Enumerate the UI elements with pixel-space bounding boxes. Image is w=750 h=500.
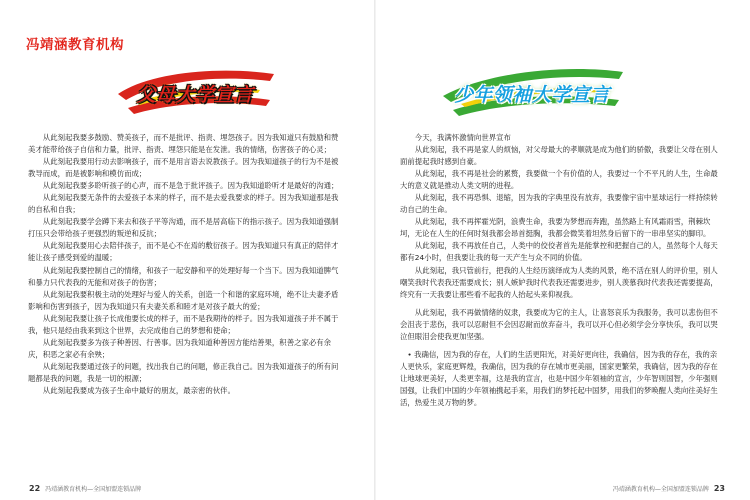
left-footer: [26, 484, 141, 493]
left-paragraph: 从此刻起我要多为孩子种善因、行善事。因为我知道种善因方能结善果，积善之家必有余庆，积恶之家必有余殃；: [28, 337, 332, 359]
right-paragraph: 从此刻起，我不再放任自己，人类中的佼佼者首先是能掌控和把握自己的人，虽然每个人每天都有24小时，但我要让我的每一天产生与众不同的价值。: [400, 241, 718, 263]
left-paragraph: 从此刻起我要无条件的去爱孩子本来的样子，而不是去爱我要求的样子。因为我知道那是我的自私和自我；: [28, 193, 339, 215]
left-paragraph: 从此刻起我要多聆听孩子的心声，而不是急于批评孩子。因为我知道聆听才是最好的沟通；: [42, 181, 339, 191]
left-paragraph: 从此刻起我要成为孩子生命中最好的朋友，最亲密的伙伴。: [42, 385, 235, 395]
right-paragraph: 从此刻起，我不再是家人的烦恼，对父母最大的孝顺就是成为他们的骄傲，我要让父母在别人面前提起我时感到自豪。: [400, 145, 718, 167]
right-banner: [437, 64, 627, 122]
left-page-number: 22: [29, 484, 41, 493]
right-banner-title: 少年领袖大学宣言: [453, 84, 610, 106]
right-paragraph: 从此刻起，我不再做情绪的奴隶，我要成为它的主人，让喜怒哀乐为我服务，我可以悲伤但不会沮丧于悲伤，我可以忍耐但不会因忍耐而放弃奋斗，我可以开心但必须学会分享快乐，我可以哭泣但眼泪会使我更加坚强。: [400, 307, 718, 341]
right-paragraph: 今天，我满怀激情向世界宣布: [414, 133, 511, 142]
right-paragraph: 从此刻起，我不再挥霍光阴，浪费生命，我要为梦想而奔跑，虽然路上有风霜雨雪，荆棘坎坷，无论在人生的任何时刻我都会昂首挺胸，我都会微笑着坦然身后留下的一串串坚实的脚印。: [400, 217, 711, 239]
left-footer-text: 冯靖涵教育机构—全国加盟连锁品牌: [45, 486, 142, 493]
right-paragraph-bullet: • 我确信，因为我的存在，人们的生活更阳光，对美好更向往，我确信，因为我的存在，我的亲人更快乐，家庭更辉煌，我确信，因为我的存在城市更美丽，国家更繁荣，我确信，因为我的存在让地球更美好，人类更幸福，这是我的宣言，也是中国少年领袖的宣言，少年智则国智，少年强则国强，让我们中国的少年领袖携起手来，用我们的梦托起中国梦，用我们的梦唤醒人类向往美好生活，热爱生灵万物的梦。: [400, 349, 718, 407]
right-paragraph: 从此刻起，我不再恐惧、退缩，因为我的字典里没有放弃，我要像宇宙中星球运行一样持续转动自己的生命。: [400, 193, 718, 215]
left-paragraph: 从此刻起我要通过孩子的问题，找出我自己的问题，修正我自己。因为我知道孩子的所有问题都是我的问题，我是一切的根源；: [28, 361, 339, 383]
left-paragraph: 从此刻起我要让孩子长成他要长成的样子，而不是我期待的样子。因为我知道孩子并不属于我，他只是经由我来到这个世界，去完成他自己的梦想和使命；: [28, 313, 339, 335]
right-footer-text: 冯靖涵教育机构—全国加盟连锁品牌: [612, 486, 709, 493]
left-text-column: [28, 132, 344, 397]
page-gutter: [374, 0, 376, 500]
right-page-number: 23: [713, 484, 725, 493]
right-footer: [613, 484, 728, 493]
left-banner-title: 父母大学宣言: [136, 84, 254, 106]
left-paragraph: 从此刻起我要用行动去影响孩子，而不是用言语去说教孩子。因为我知道孩子的行为不是被教导而成，而是被影响和模仿而成；: [28, 157, 339, 179]
left-paragraph: 从此刻起我要用心去陪伴孩子，而不是心不在焉的敷衍孩子。因为我知道只有真正的陪伴才能让孩子感受到爱的温暖；: [28, 241, 339, 263]
left-paragraph: 从此刻起我要积极主动的处理好与爱人的关系，创造一个和谐的家庭环境，绝不让夫妻矛盾影响和伤害到孩子，因为我知道只有夫妻关系和睦才是对孩子最大的爱；: [28, 289, 339, 311]
right-paragraph: 从此刻起，我不再是社会的累赘，我要做一个有价值的人，我要过一个不平凡的人生，生命最大的意义就是推动人类文明的进程。: [400, 169, 718, 191]
brand-title: 冯靖涵教育机构: [26, 37, 124, 53]
right-paragraph: 从此刻起，我只管前行，把我的人生经历演绎成为人类的风景，绝不活在别人的评价里，别人嘲笑我时代表我还需要成长；别人嫉妒我时代表我还需要进步，别人羡慕我时代表我还需要提高，终究有一天我要让那些看不起我的人抬起头来仰视我。: [400, 265, 718, 299]
left-paragraph: 从此刻起我要控制自己的情绪，和孩子一起安静和平的处理好每一个当下。因为我知道脾气和暴力只代表我的无能和对孩子的伤害；: [28, 265, 339, 287]
left-paragraph: 从此刻起我要多鼓励、赞美孩子，而不是批评、指责、埋怨孩子。因为我知道只有鼓励和赞美才能带给孩子自信和力量，批评、指责、埋怨只能是在发泄。我的情绪，伤害孩子的心灵；: [28, 133, 339, 155]
right-text-column: [400, 132, 718, 409]
left-banner: [110, 64, 280, 122]
left-paragraph: 从此刻起我要学会蹲下来去和孩子平等沟通，而不是居高临下的指示孩子。因为我知道强制打压只会带给孩子更强烈的叛逆和反抗；: [28, 217, 339, 239]
